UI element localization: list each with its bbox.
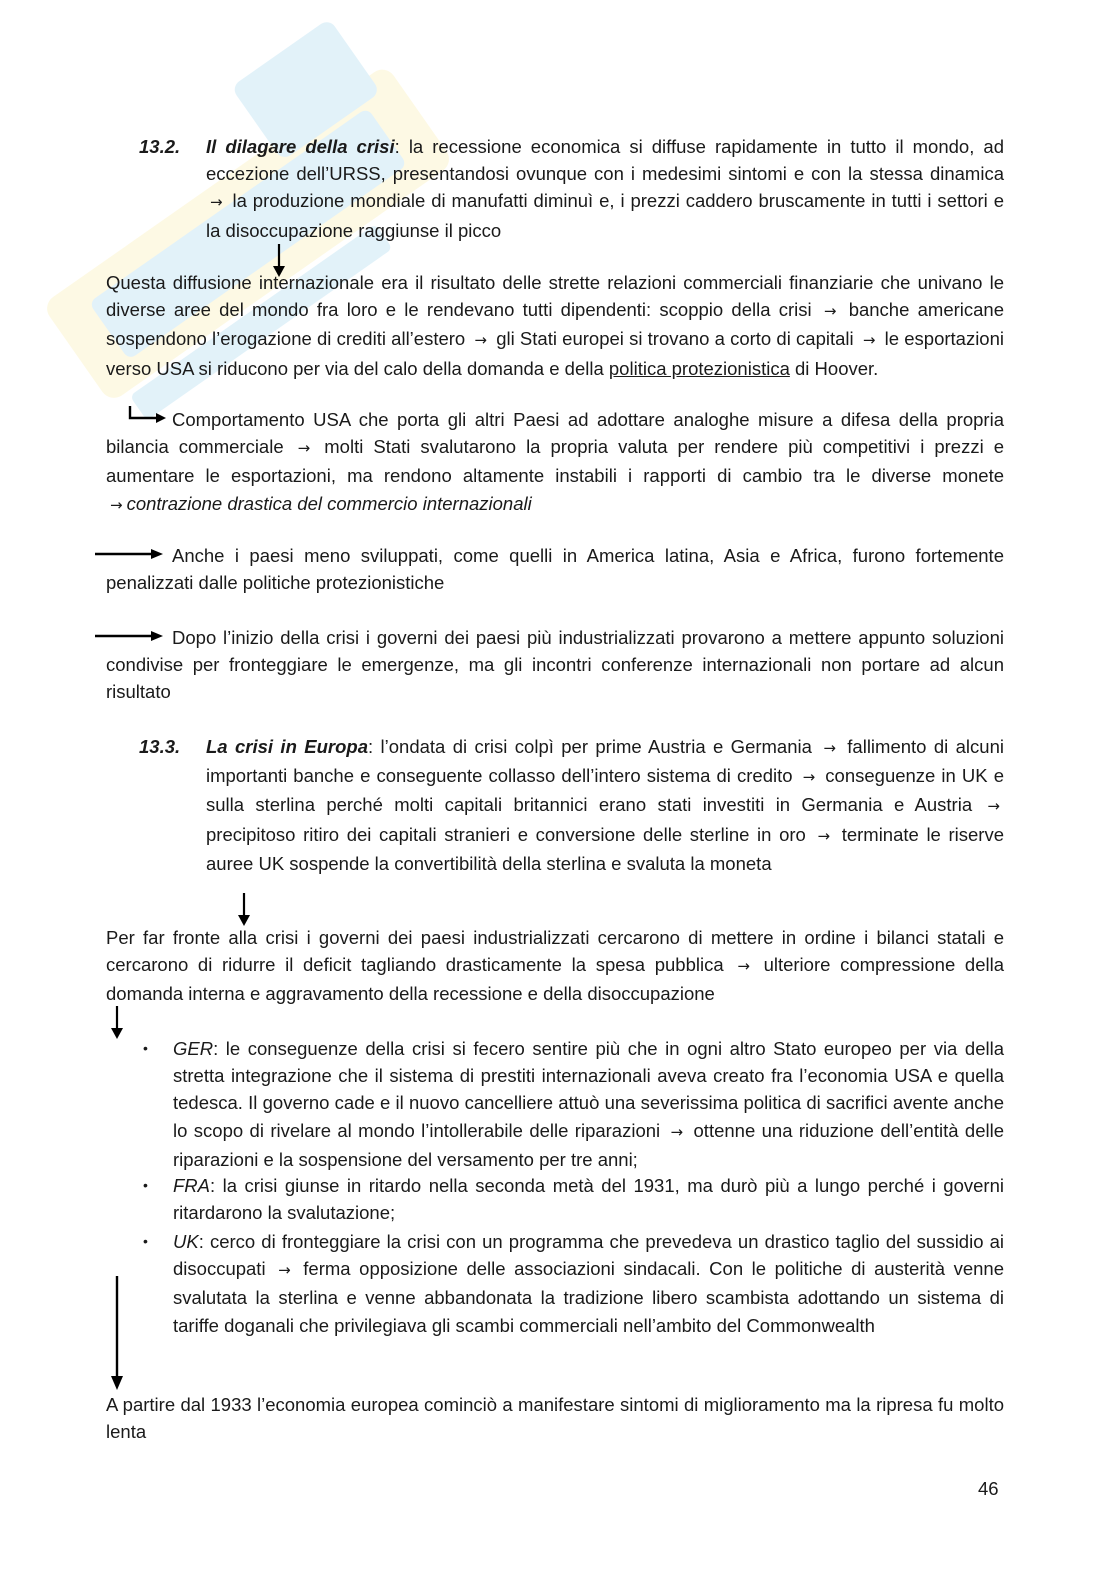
section-title: La crisi in Europa (206, 736, 368, 757)
arrow-icon: → (670, 1122, 684, 1141)
long-down-arrow-icon (109, 1276, 125, 1392)
list-item-ger: GER: le conseguenze della crisi si fecero sentire più che in ogni altro Stato europeo per via della stretta integrazione che il sistema di prestiti internazionali aveva creato fra l’economia USA e quella tedesca. Il governo cade e il nuovo cancelliere attuò una severissima politica di sacrifici avente anche lo scopo di rivelare al mondo l’intollerabile delle riparazioni → ottenne una riduzione dell’entità delle riparazioni e la sospensione del versamento per tre anni; (173, 1038, 1004, 1170)
down-arrow-icon (109, 1006, 125, 1040)
paragraph-diffusione: Questa diffusione internazionale era il risultato delle strette relazioni commerciali finanziarie che univano le diverse aree del mondo fra loro e le rendevano tutti dipendenti: scoppio della crisi → banche americane sospendono l’erogazione di crediti all’estero → gli Stati europei si trovano a corto di capitali → le esportazioni verso USA si riducono per via del calo della domanda e della politica protezionistica di Hoover. (106, 272, 1004, 379)
arrow-icon: → (737, 957, 750, 976)
bullet-icon: • (143, 1233, 148, 1249)
arrow-icon: → (802, 768, 816, 787)
arrow-icon: → (278, 1261, 291, 1280)
arrow-icon: → (210, 193, 223, 212)
paragraph-bilanci: Per far fronte alla crisi i governi dei paesi industrializzati cercarono di mettere in ordine i bilanci statali e cercarono di ridurre il deficit tagliando drasticamente la spesa pubblica → ulteriore compressione della domanda interna e aggravamento della recessione e della disoccupazione (106, 927, 1004, 1005)
list-item-label: UK (173, 1231, 199, 1252)
arrow-icon: → (823, 739, 836, 757)
paragraph-ripresa: A partire dal 1933 l’economia europea cominciò a manifestare sintomi di miglioramento ma la ripresa fu molto lenta (106, 1394, 1004, 1443)
down-arrow-icon (236, 893, 252, 927)
section-title: Il dilagare della crisi (206, 136, 395, 157)
section-13-2-text: Il dilagare della crisi: la recessione economica si diffuse rapidamente in tutto il mondo, ad eccezione dell’URSS, presentandosi ovunque con i medesimi sintomi e con la stessa dinamica → la produzione mondiale di manufatti diminuì e, i prezzi caddero bruscamente in tutti i settori e la disoccupazione raggiunse il picco (206, 136, 1004, 241)
underlined-term: politica protezionistica (608, 357, 790, 379)
list-item-label: GER (173, 1038, 214, 1059)
paragraph-usa: Comportamento USA che porta gli altri Paesi ad adottare analoghe misure a difesa della propria bilancia commerciale → molti Stati svalutarono la propria valuta per rendere più competitivi i prezzi e aumentare le esportazioni, ma rendono altamente instabili i rapporti di cambio tra le diverse monete → contrazione drastica del commercio internazionali (106, 409, 1005, 514)
arrow-icon: → (297, 439, 311, 458)
arrow-icon: → (987, 797, 1000, 816)
bullet-icon: • (143, 1177, 148, 1193)
section-number: 13.2. (139, 136, 181, 157)
arrow-icon: → (862, 331, 876, 350)
section-13-3-text: La crisi in Europa: l’ondata di crisi colpì per prime Austria e Germania → fallimento di alcuni importanti banche e conseguente collasso dell’intero sistema di credito → conseguenze in UK e sulla sterlina perché molti capitali britannici erano stati investiti in Germania e Austria → precipitoso ritiro dei capitali stranieri e conversione delle sterline in oro → terminate le riserve auree UK sospende la convertibilità della sterlina e svaluta la moneta (206, 736, 1004, 874)
bullet-icon: • (143, 1040, 148, 1056)
list-item-fra: FRA: la crisi giunse in ritardo nella seconda metà del 1931, ma durò più a lungo perché i governi ritardarono la svalutazione; (173, 1175, 1004, 1224)
arrow-icon: → (823, 302, 837, 321)
list-item-label: FRA (173, 1175, 210, 1196)
arrow-icon: → (110, 495, 123, 514)
list-item-uk: UK: cerco di fronteggiare la crisi con un programma che prevedeva un drastico taglio del sussidio ai disoccupati → ferma opposizione delle associazioni sindacali. Con le politiche di austerità venne svalutata la sterlina e venne abbandonata la tradizione libero scambista adottando un sistema di tariffe doganali che privilegiava gli scambi commerciali nell’ambito del Commonwealth (173, 1231, 1005, 1336)
arrow-icon: → (817, 826, 831, 845)
arrow-icon: → (474, 331, 487, 350)
section-number: 13.3. (139, 736, 181, 757)
paragraph-governi: Dopo l’inizio della crisi i governi dei paesi più industrializzati provarono a mettere appunto soluzioni condivise per fronteggiare le emergenze, ma gli incontri conferenze internazionali non portare ad alcun risultato (106, 627, 1004, 703)
paragraph-paesi: Anche i paesi meno sviluppati, come quelli in America latina, Asia e Africa, furono fortemente penalizzati dalle politiche protezionistiche (106, 545, 1004, 594)
page-number: 46 (978, 1478, 999, 1499)
